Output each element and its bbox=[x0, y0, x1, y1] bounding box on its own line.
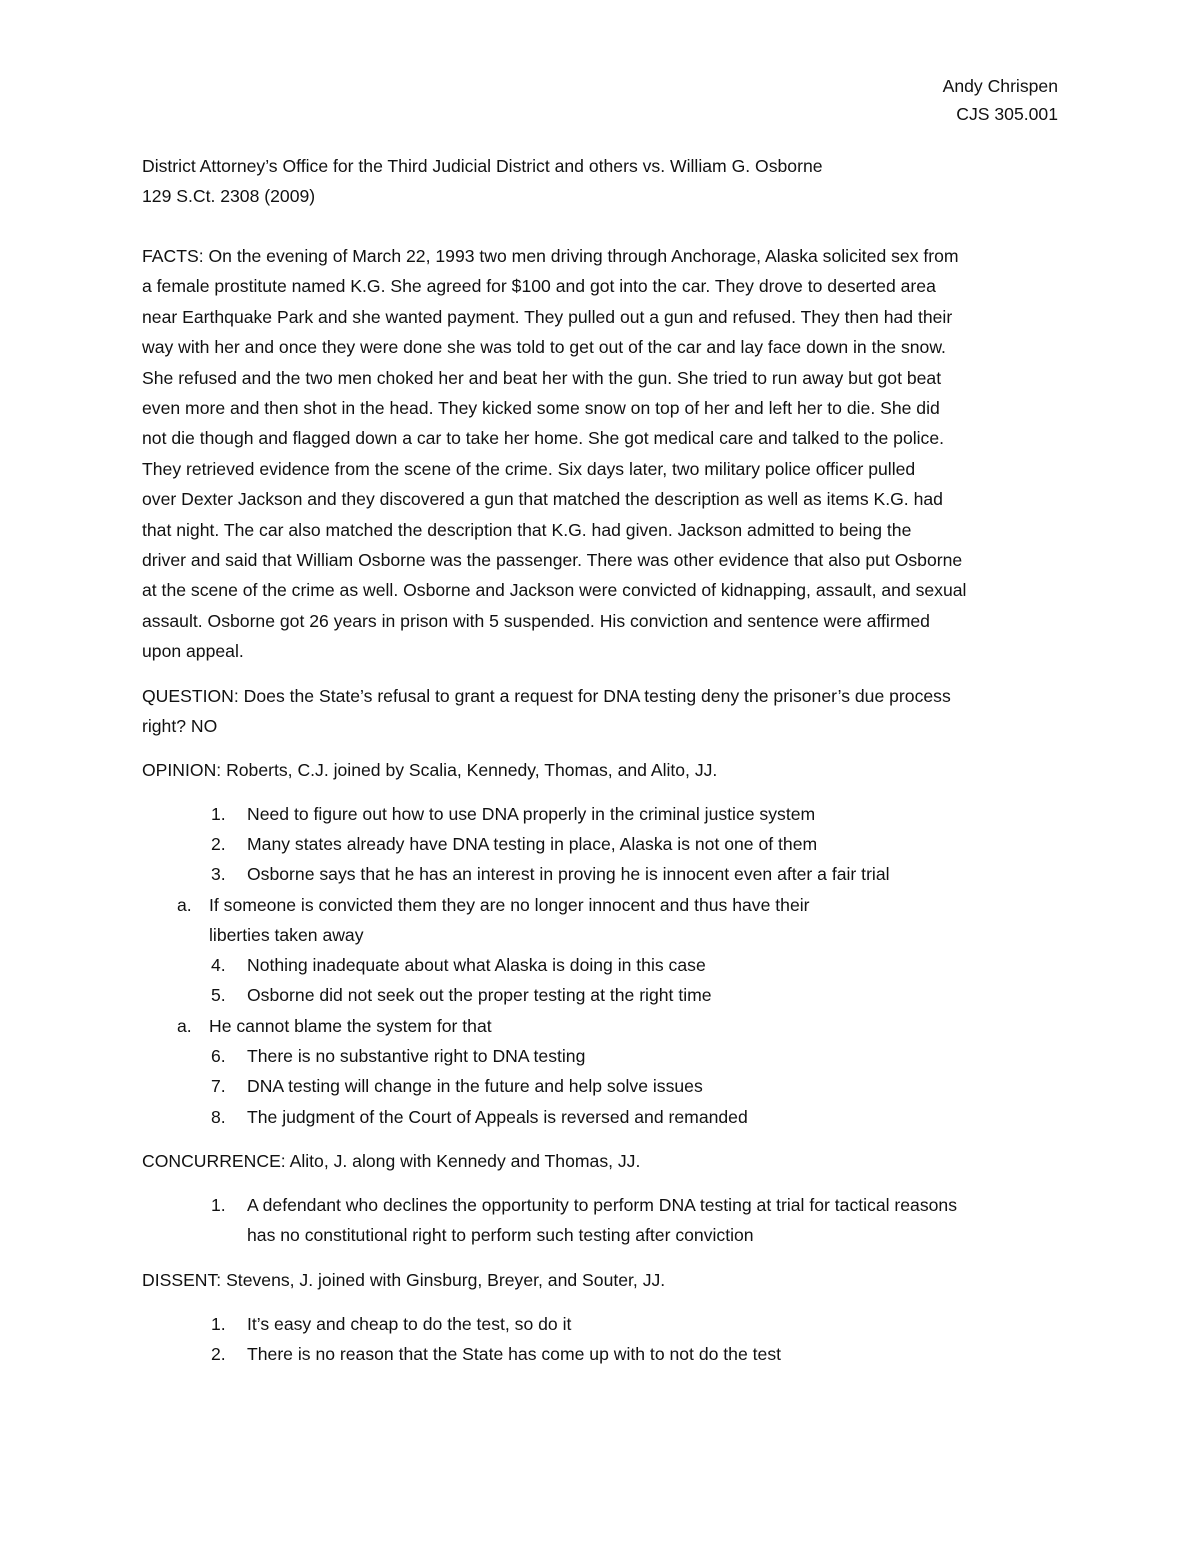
author-header bbox=[943, 72, 1058, 128]
list-item-text: The judgment of the Court of Appeals is reversed and remanded bbox=[247, 1106, 748, 1127]
case-citation: 129 S.Ct. 2308 (2009) bbox=[142, 186, 316, 206]
list-number: 3. bbox=[211, 864, 226, 885]
list-item-text: Need to figure out how to use DNA properly in the criminal justice system bbox=[247, 803, 816, 824]
facts-line: FACTS: On the evening of March 22, 1993 two men driving through Anchorage, Alaska solicited sex from bbox=[142, 246, 959, 266]
facts-line: upon appeal. bbox=[142, 641, 244, 662]
sub-list-letter: a. bbox=[177, 894, 192, 915]
sub-list bbox=[37, 1011, 1062, 1041]
question-paragraph bbox=[142, 681, 1062, 741]
author-name: Andy Chrispen bbox=[942, 76, 1058, 96]
facts-line: not die though and flagged down a car to take her home. She got medical care and talked to the police. bbox=[142, 428, 945, 449]
list-item bbox=[142, 1102, 1062, 1132]
list-number: 5. bbox=[211, 985, 226, 1006]
opinion-list bbox=[142, 799, 1062, 1132]
list-item bbox=[142, 950, 1062, 980]
concurrence-heading: CONCURRENCE: Alito, J. along with Kennedy and Thomas, JJ. bbox=[142, 1150, 641, 1171]
list-item-text: There is no substantive right to DNA testing bbox=[247, 1046, 586, 1067]
facts-line: way with her and once they were done she was told to get out of the car and lay face down in the snow. bbox=[142, 337, 946, 358]
list-item-text: Many states already have DNA testing in place, Alaska is not one of them bbox=[247, 833, 818, 854]
list-number: 2. bbox=[211, 833, 226, 854]
list-item-text: A defendant who declines the opportunity to perform DNA testing at trial for tactical reasons bbox=[247, 1194, 958, 1215]
list-number: 7. bbox=[211, 1076, 226, 1097]
list-item-text: It’s easy and cheap to do the test, so do it bbox=[247, 1313, 572, 1334]
sub-list-letter: a. bbox=[177, 1015, 192, 1036]
list-number: 8. bbox=[211, 1106, 226, 1127]
list-item-text: has no constitutional right to perform such testing after conviction bbox=[247, 1225, 754, 1246]
list-item bbox=[142, 799, 1062, 829]
sub-list-item bbox=[37, 1011, 1062, 1041]
facts-line: They retrieved evidence from the scene of the crime. Six days later, two military police officer pulled bbox=[142, 458, 916, 479]
question-line: right? NO bbox=[142, 715, 218, 736]
facts-line: She refused and the two men choked her and beat her with the gun. She tried to run away but got beat bbox=[142, 367, 942, 388]
case-title-block bbox=[142, 151, 1062, 211]
list-number: 1. bbox=[211, 803, 226, 824]
list-item-text: There is no reason that the State has come up with to not do the test bbox=[247, 1343, 781, 1364]
list-item bbox=[142, 829, 1062, 859]
sub-item-line: He cannot blame the system for that bbox=[209, 1015, 492, 1036]
list-item-text: Nothing inadequate about what Alaska is doing in this case bbox=[247, 955, 706, 976]
dissent-heading: DISSENT: Stevens, J. joined with Ginsburg, Breyer, and Souter, JJ. bbox=[142, 1269, 666, 1290]
facts-paragraph bbox=[142, 241, 1062, 667]
facts-line: even more and then shot in the head. They kicked some snow on top of her and left her to die. She did bbox=[142, 398, 940, 419]
document-body bbox=[142, 151, 1062, 1369]
sub-item-line: If someone is convicted them they are no longer innocent and thus have their bbox=[209, 894, 810, 915]
sub-list bbox=[37, 890, 1062, 951]
list-item-text: Osborne did not seek out the proper testing at the right time bbox=[247, 985, 712, 1006]
list-item-text: Osborne says that he has an interest in proving he is innocent even after a fair trial bbox=[247, 864, 890, 885]
sub-item-line: liberties taken away bbox=[209, 924, 364, 945]
case-title: District Attorney’s Office for the Third Judicial District and others vs. William G. Osborne bbox=[142, 156, 823, 176]
list-number: 4. bbox=[211, 955, 226, 976]
facts-line: near Earthquake Park and she wanted payment. They pulled out a gun and refused. They then had their bbox=[142, 306, 953, 327]
course-code: CJS 305.001 bbox=[956, 104, 1058, 124]
list-item bbox=[142, 1309, 1062, 1339]
list-item-text: DNA testing will change in the future and help solve issues bbox=[247, 1076, 703, 1097]
facts-line: over Dexter Jackson and they discovered a gun that matched the description as well as items K.G. had bbox=[142, 489, 943, 510]
list-number: 1. bbox=[211, 1194, 226, 1215]
facts-line: driver and said that William Osborne was the passenger. There was other evidence that also put Osborne bbox=[142, 550, 963, 571]
list-item bbox=[142, 1041, 1062, 1071]
list-item bbox=[142, 859, 1062, 950]
list-item bbox=[142, 1071, 1062, 1101]
concurrence-list bbox=[142, 1190, 1062, 1251]
dissent-list bbox=[142, 1309, 1062, 1370]
opinion-heading: OPINION: Roberts, C.J. joined by Scalia, Kennedy, Thomas, and Alito, JJ. bbox=[142, 759, 718, 780]
facts-line: assault. Osborne got 26 years in prison with 5 suspended. His conviction and sentence were affirmed bbox=[142, 610, 930, 631]
list-item bbox=[142, 1339, 1062, 1369]
list-number: 2. bbox=[211, 1343, 226, 1364]
facts-line: that night. The car also matched the description that K.G. had given. Jackson admitted to being the bbox=[142, 519, 912, 540]
list-item bbox=[142, 980, 1062, 1041]
facts-line: at the scene of the crime as well. Osborne and Jackson were convicted of kidnapping, assault, and sexual bbox=[142, 580, 967, 601]
list-number: 6. bbox=[211, 1046, 226, 1067]
question-line: QUESTION: Does the State’s refusal to grant a request for DNA testing deny the prisoner’s due process bbox=[142, 685, 951, 706]
list-item bbox=[142, 1190, 1062, 1251]
facts-line: a female prostitute named K.G. She agreed for $100 and got into the car. They drove to deserted area bbox=[142, 276, 936, 297]
list-number: 1. bbox=[211, 1313, 226, 1334]
sub-list-item bbox=[37, 890, 1062, 951]
